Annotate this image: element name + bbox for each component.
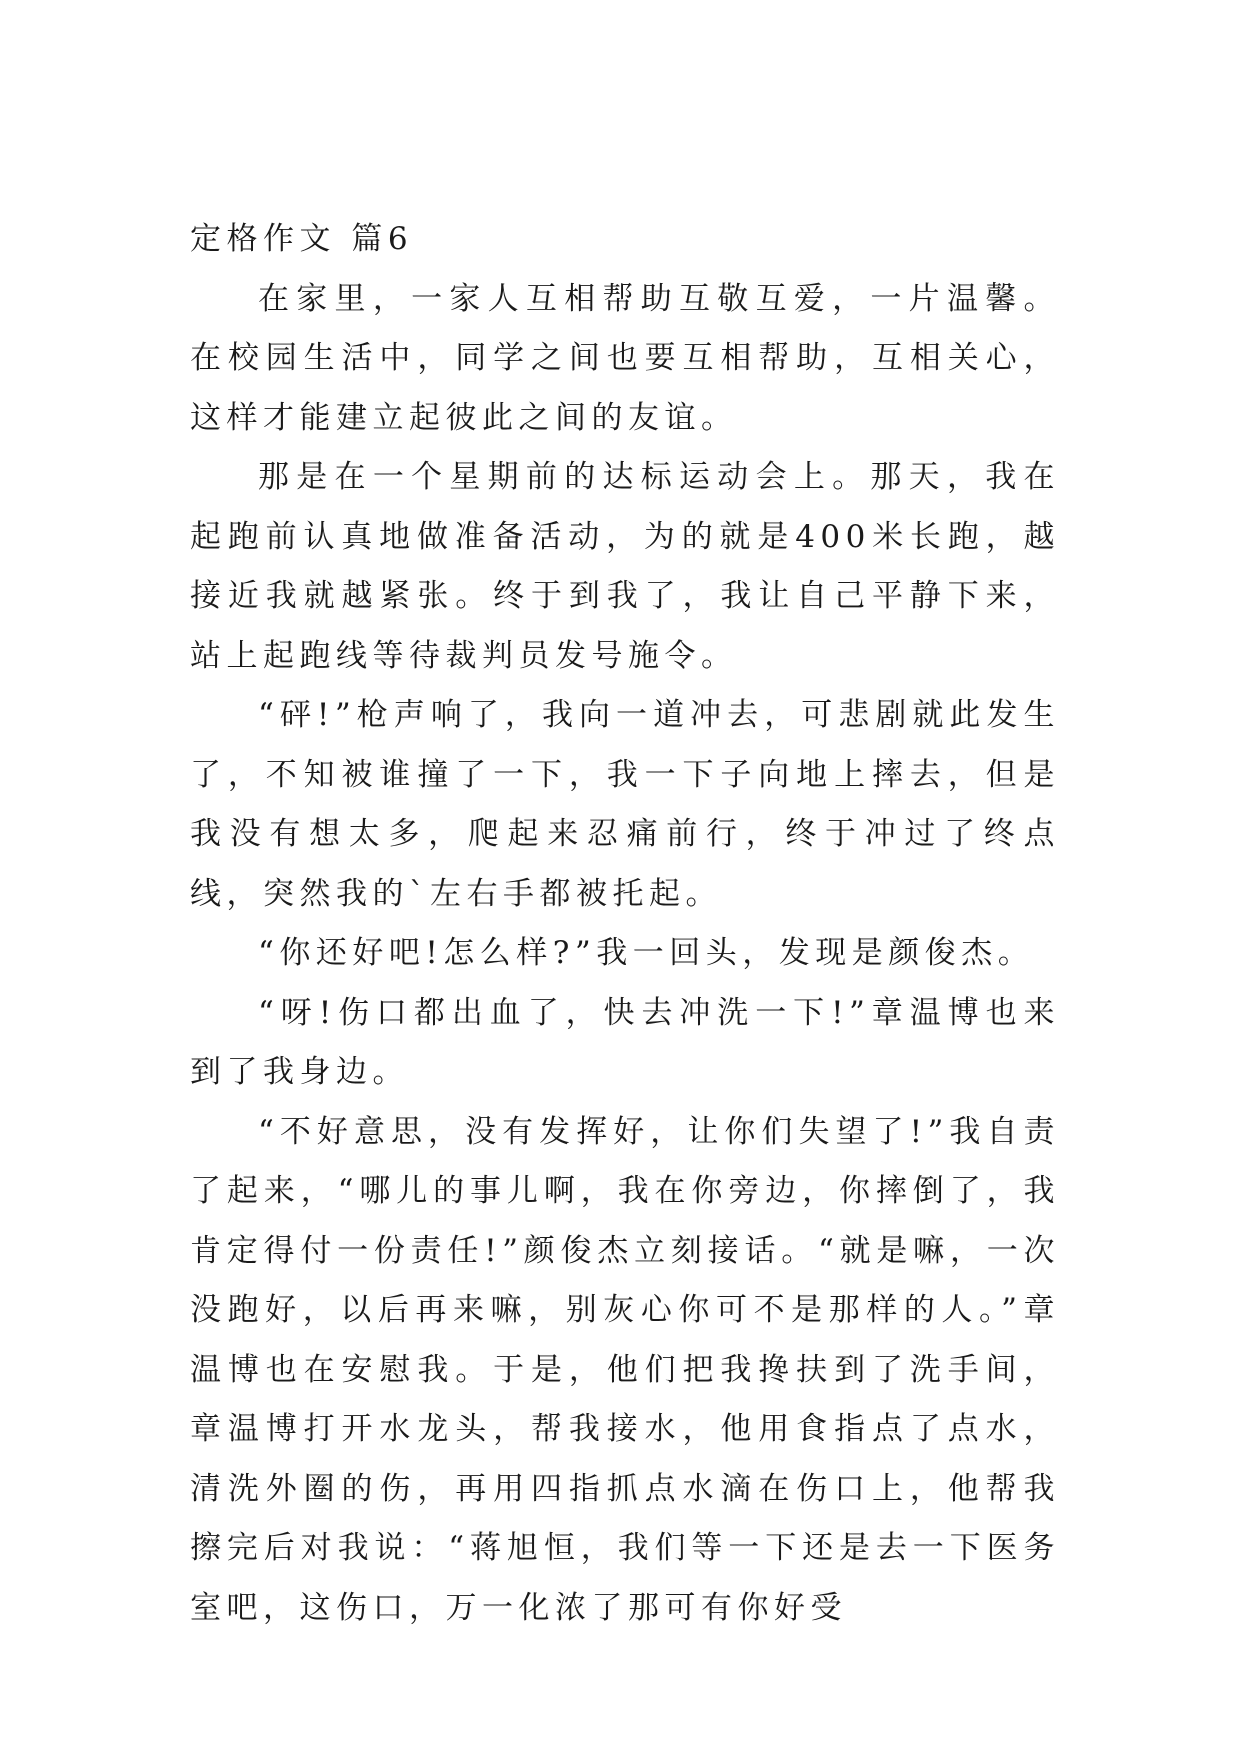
paragraph-5: “呀!伤口都出血了，快去冲洗一下!”章温博也来到了我身边。 <box>190 994 1060 1090</box>
document-page <box>190 210 1060 1638</box>
paragraph-2: 那是在一个星期前的达标运动会上。那天，我在起跑前认真地做准备活动，为的就是400米长跑，越接近我就越紧张。终于到我了，我让自己平静下来，站上起跑线等待裁判员发号施令。 <box>190 459 1060 674</box>
paragraph-4: “你还好吧!怎么样?”我一回头，发现是颜俊杰。 <box>258 935 1035 971</box>
paragraph-6: “不好意思，没有发挥好，让你们失望了!”我自责了起来，“哪儿的事儿啊，我在你旁边，你摔倒了，我肯定得付一份责任!”颜俊杰立刻接话。“就是嘛，一次没跑好，以后再来嘛，别灰心你可不是那样的人。”章温博也在安慰我。于是，他们把我搀扶到了洗手间，章温博打开水龙头，帮我接水，他用食指点了点水，清洗外圈的伤，再用四指抓点水滴在伤口上，他帮我擦完后对我说：“蒋旭恒，我们等一下还是去一下医务室吧，这伤口，万一化浓了那可有你好受 <box>190 1113 1060 1626</box>
paragraph-1: 在家里，一家人互相帮助互敬互爱，一片温馨。在校园生活中，同学之间也要互相帮助，互相关心，这样才能建立起彼此之间的友谊。 <box>190 280 1060 436</box>
paragraph-3: “砰!”枪声响了，我向一道冲去，可悲剧就此发生了，不知被谁撞了一下，我一下子向地上摔去，但是我没有想太多，爬起来忍痛前行，终于冲过了终点线，突然我的`左右手都被托起。 <box>190 697 1060 912</box>
document-title: 定格作文 篇6 <box>190 221 414 257</box>
